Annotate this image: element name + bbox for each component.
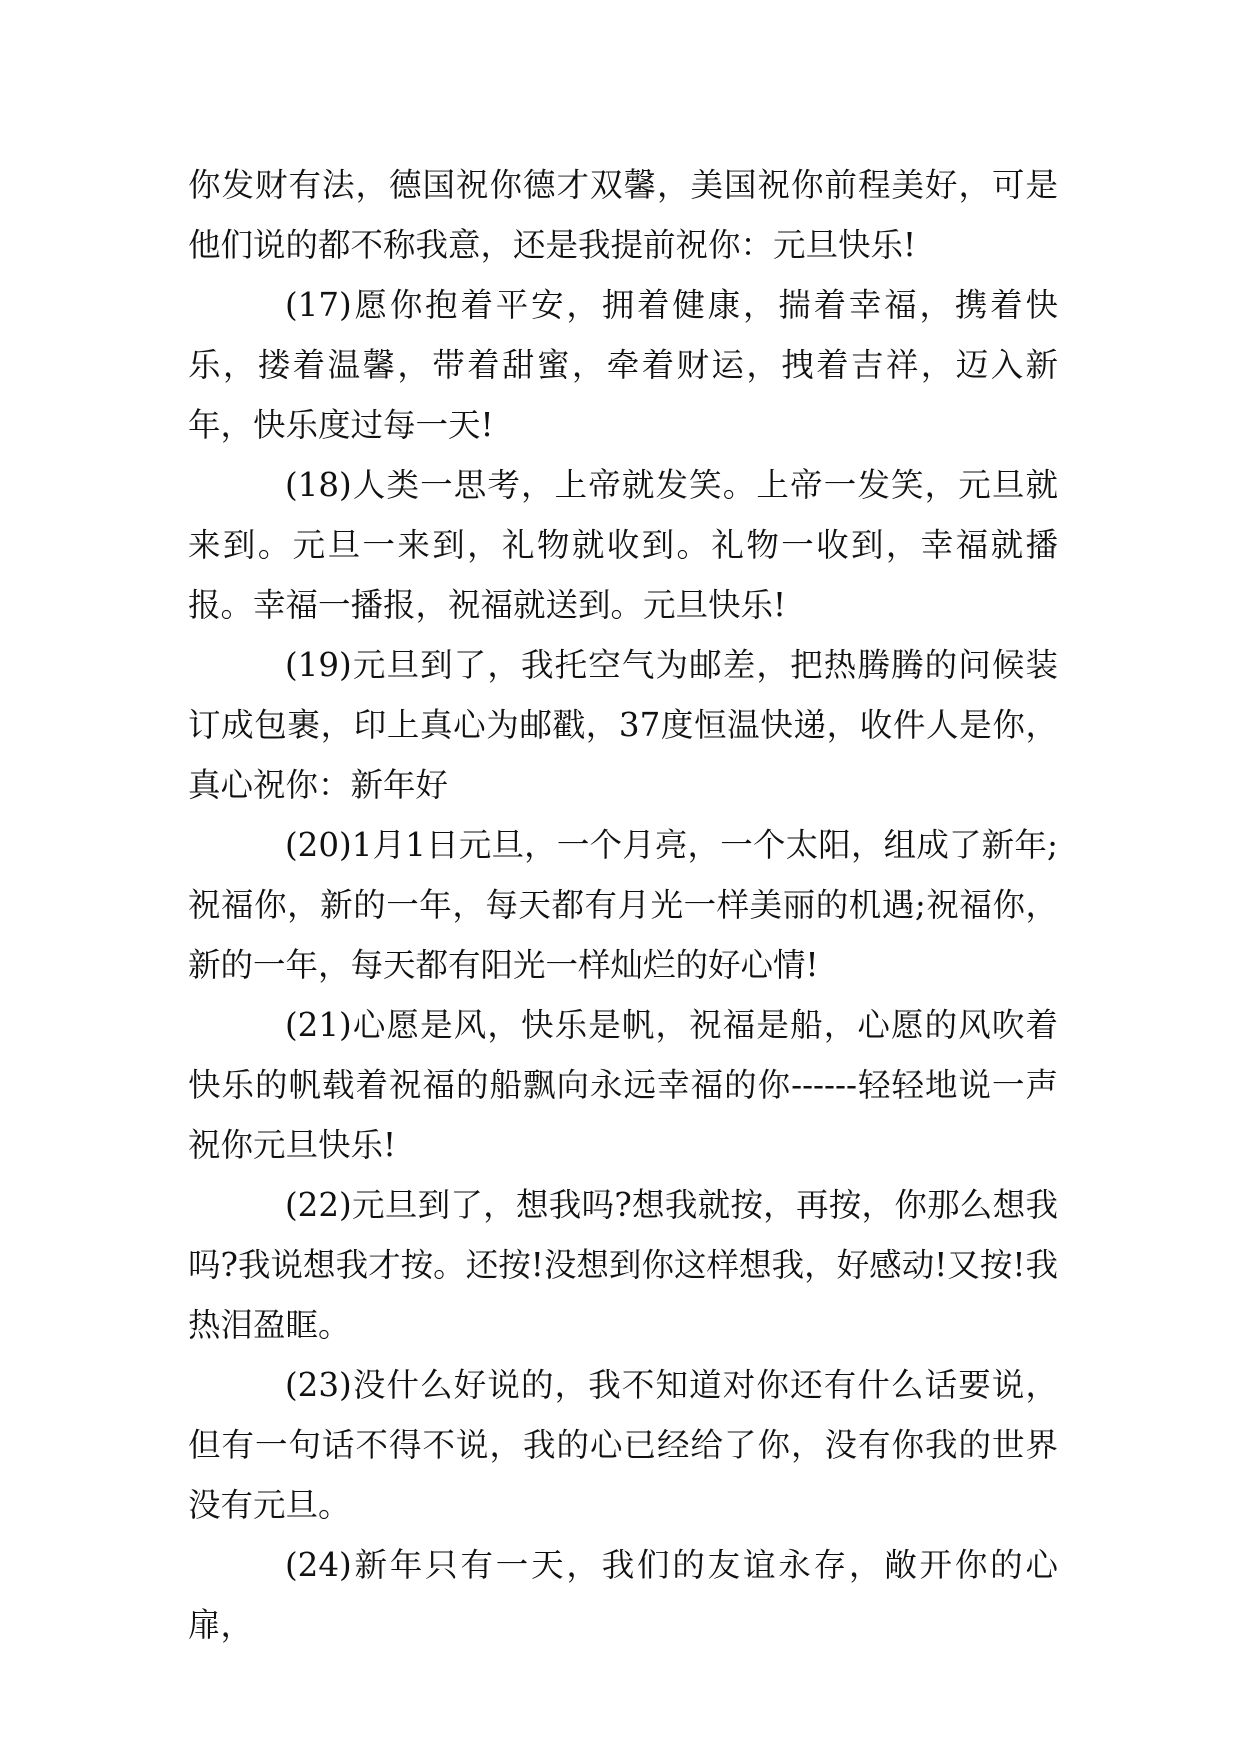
paragraph-21: (21)心愿是风，快乐是帆，祝福是船，心愿的风吹着快乐的帆载着祝福的船飘向永远幸福的你------轻轻地说一声祝你元旦快乐! (188, 1006, 1058, 1164)
paragraph-20: (20)1月1日元旦，一个月亮，一个太阳，组成了新年;祝福你，新的一年，每天都有月光一样美丽的机遇;祝福你，新的一年，每天都有阳光一样灿烂的好心情! (188, 826, 1058, 984)
paragraph-19: (19)元旦到了，我托空气为邮差，把热腾腾的问候装订成包裹，印上真心为邮戳，37度恒温快递，收件人是你，真心祝你：新年好 (188, 646, 1058, 804)
document-body (188, 155, 1058, 1655)
paragraph-22: (22)元旦到了，想我吗?想我就按，再按，你那么想我吗?我说想我才按。还按!没想到你这样想我，好感动!又按!我热泪盈眶。 (188, 1186, 1058, 1344)
paragraph-17: (17)愿你抱着平安，拥着健康，揣着幸福，携着快乐，搂着温馨，带着甜蜜，牵着财运，拽着吉祥，迈入新年，快乐度过每一天! (188, 286, 1058, 444)
paragraph-24: (24)新年只有一天，我们的友谊永存，敞开你的心扉， (188, 1546, 1058, 1644)
paragraph-16-continued: 你发财有法，德国祝你德才双馨，美国祝你前程美好，可是他们说的都不称我意，还是我提前祝你：元旦快乐! (188, 166, 1058, 264)
paragraph-23: (23)没什么好说的，我不知道对你还有什么话要说，但有一句话不得不说，我的心已经给了你，没有你我的世界没有元旦。 (188, 1366, 1058, 1524)
paragraph-18: (18)人类一思考，上帝就发笑。上帝一发笑，元旦就来到。元旦一来到，礼物就收到。礼物一收到，幸福就播报。幸福一播报，祝福就送到。元旦快乐! (188, 466, 1058, 624)
